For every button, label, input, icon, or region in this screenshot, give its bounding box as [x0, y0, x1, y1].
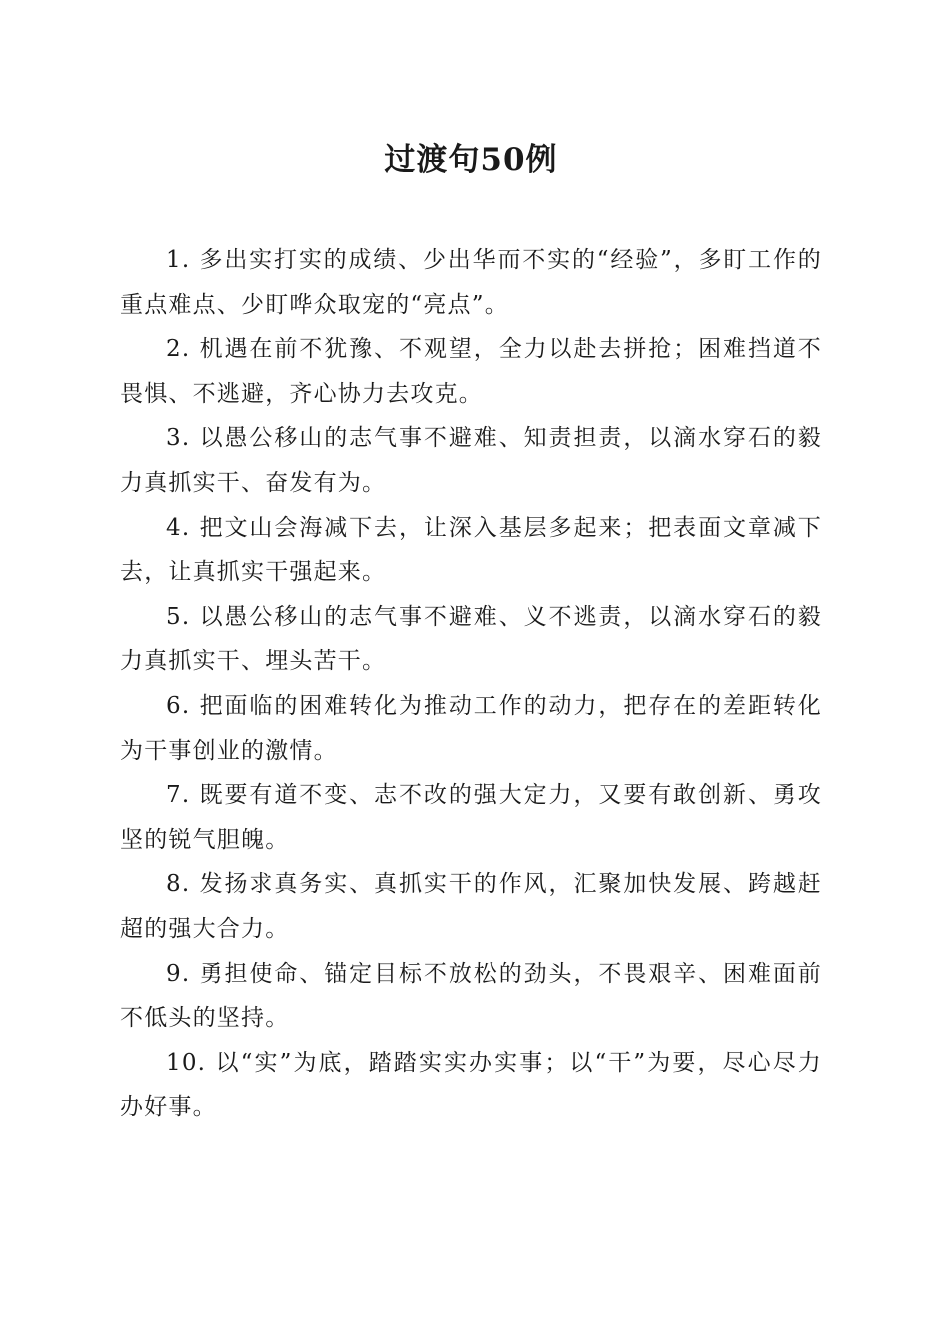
sentence-list	[120, 238, 822, 1130]
list-item: 8. 发扬求真务实、真抓实干的作风，汇聚加快发展、跨越赶超的强大合力。	[120, 871, 822, 942]
list-item: 6. 把面临的困难转化为推动工作的动力，把存在的差距转化为干事创业的激情。	[120, 692, 822, 764]
list-item: 7. 既要有道不变、志不改的强大定力，又要有敢创新、勇攻坚的锐气胆魄。	[120, 782, 822, 853]
list-item: 4. 把文山会海减下去，让深入基层多起来；把表面文章减下去，让真抓实干强起来。	[120, 514, 822, 586]
list-item: 1. 多出实打实的成绩、少出华而不实的“经验”，多盯工作的重点难点、少盯哗众取宠的“亮点”。	[120, 247, 822, 318]
document-page	[120, 138, 822, 1130]
list-item: 9. 勇担使命、锚定目标不放松的劲头，不畏艰辛、困难面前不低头的坚持。	[120, 960, 822, 1032]
list-item: 10. 以“实”为底，踏踏实实办实事；以“干”为要，尽心尽力办好事。	[120, 1049, 822, 1121]
list-item: 3. 以愚公移山的志气事不避难、知责担责，以滴水穿石的毅力真抓实干、奋发有为。	[120, 425, 822, 496]
list-item: 2. 机遇在前不犹豫、不观望，全力以赴去拼抢；困难挡道不畏惧、不逃避，齐心协力去攻克。	[120, 336, 822, 407]
document-title: 过渡句50例	[384, 142, 558, 178]
list-item: 5. 以愚公移山的志气事不避难、义不逃责，以滴水穿石的毅力真抓实干、埋头苦干。	[120, 603, 822, 675]
